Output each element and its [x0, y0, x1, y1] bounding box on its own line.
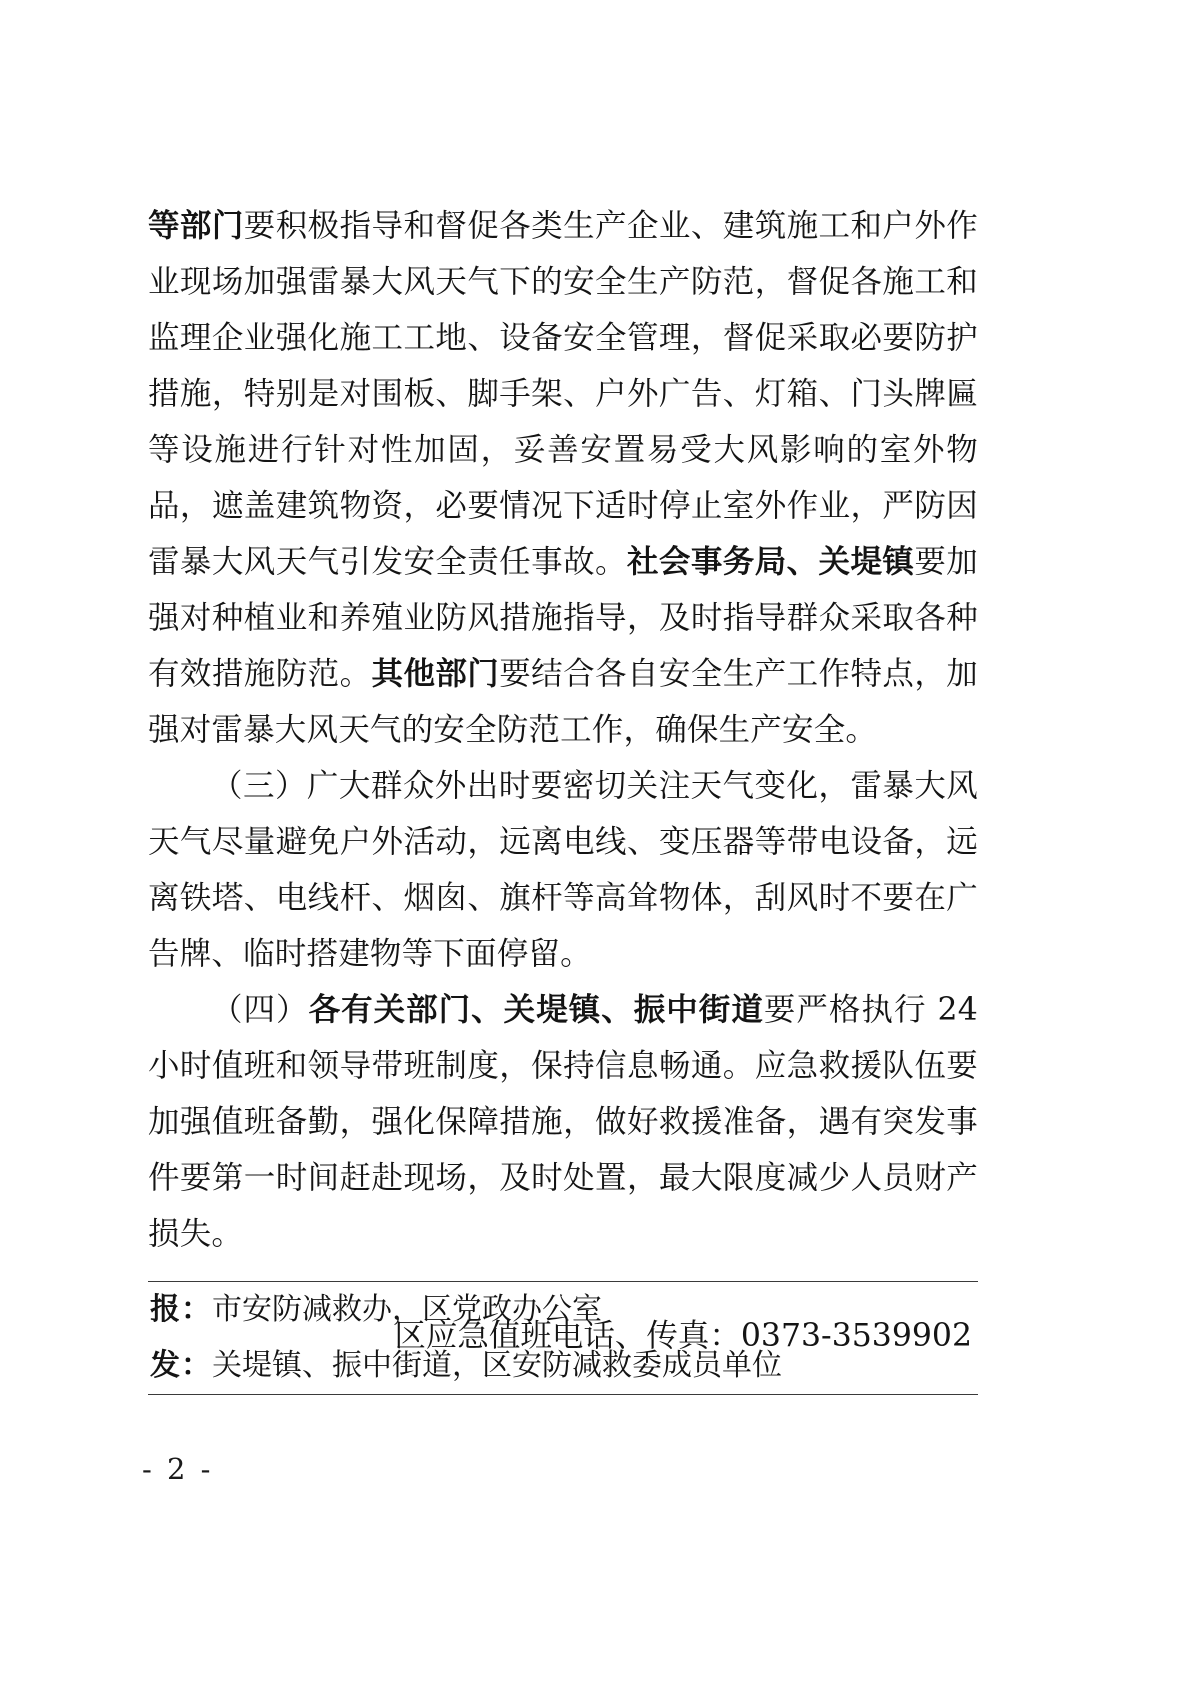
text-run: 社会事务局、关堤镇 — [626, 543, 915, 580]
text-run: 要结合各自安全生产工作特点，加强对雷暴大风天气的安全防范工作，确保生产安全。 — [148, 656, 978, 748]
text-run: （四） — [211, 992, 309, 1028]
distribution-row-report — [148, 1282, 978, 1338]
distribution-block — [148, 1281, 978, 1395]
text-run: （三）广大群众外出时要密切关注天气变化，雷暴大风天气尽量避免户外活动，远离电线、变压器等带电设备，远离铁塔、电线杆、烟囱、旗杆等高耸物体，刮风时不要在广告牌、临时搭建物等下面停留。 — [148, 768, 978, 972]
text-run: 要严格执行 24 小时值班和领导带班制度，保持信息畅通。应急救援队伍要加强值班备勤，强化保障措施，做好救援准备，遇有突发事件要第一时间赶赴现场，及时处置，最大限度减少人员财产损失。 — [148, 992, 978, 1252]
distribution-label-send: 发： — [150, 1348, 212, 1383]
text-run: 各有关部门、关堤镇、振中街道 — [308, 991, 764, 1028]
document-body — [148, 198, 978, 1364]
page-number: - 2 - — [142, 1452, 214, 1486]
distribution-text-report: 市安防减救办，区党政办公室 — [212, 1292, 602, 1327]
distribution-text-send: 关堤镇、振中街道，区安防减救委成员单位 — [212, 1348, 782, 1383]
emergency-contact-line: 区应急值班电话、传真：0373-3539902 — [394, 1318, 972, 1354]
distribution-label-report: 报： — [150, 1292, 212, 1327]
text-run: 等部门 — [148, 207, 244, 244]
paragraph-para-item-four — [148, 982, 978, 1262]
paragraph-para-continuation — [148, 198, 978, 758]
text-run: 要积极指导和督促各类生产企业、建筑施工和户外作业现场加强雷暴大风天气下的安全生产防范，督促各施工和监理企业强化施工工地、设备安全管理，督促采取必要防护措施，特别是对围板、脚手架、户外广告、灯箱、门头牌匾等设施进行针对性加固，妥善安置易受大风影响的室外物品，遮盖建筑物资，必要情况下适时停止室外作业，严防因雷暴大风天气引发安全责任事故。 — [148, 208, 978, 580]
divider-bottom — [148, 1394, 978, 1395]
distribution-row-send — [148, 1338, 978, 1394]
text-run: 要加强对种植业和养殖业防风措施指导，及时指导群众采取各种有效措施防范。 — [148, 544, 978, 692]
text-run: 其他部门 — [371, 655, 500, 692]
paragraph-para-item-three — [148, 758, 978, 982]
